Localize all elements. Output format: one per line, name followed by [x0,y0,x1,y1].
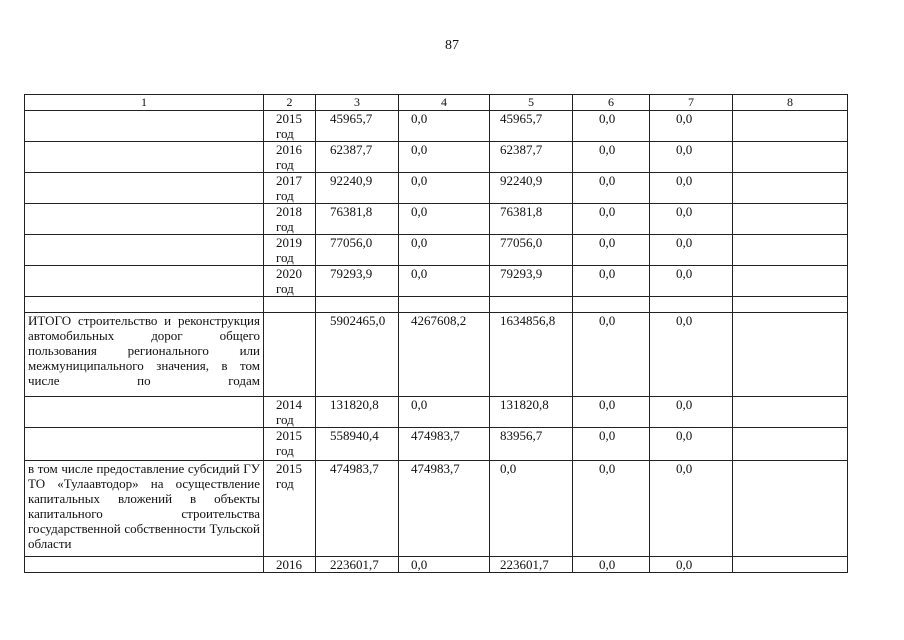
value-cell-col8 [733,204,848,235]
value-cell-col7: 0,0 [650,142,733,173]
column-header: 6 [573,95,650,111]
value-cell-col4 [399,297,490,313]
value-cell-col4: 0,0 [399,111,490,142]
table-row [25,397,848,428]
value-cell-col7 [650,297,733,313]
value-cell-col5 [490,297,573,313]
year-cell: 2014 год [264,397,316,428]
year-cell: 2015 год [264,461,316,557]
value-cell-col3: 558940,4 [316,428,399,461]
value-cell-col8 [733,235,848,266]
value-cell-col6: 0,0 [573,235,650,266]
value-cell-col8 [733,428,848,461]
value-cell-col5: 45965,7 [490,111,573,142]
value-cell-col4: 0,0 [399,557,490,573]
value-cell-col7: 0,0 [650,235,733,266]
year-cell: 2018 год [264,204,316,235]
value-cell-col8 [733,557,848,573]
year-cell: 2016 [264,557,316,573]
description-cell [25,428,264,461]
value-cell-col7: 0,0 [650,173,733,204]
table-row [25,557,848,573]
column-header: 7 [650,95,733,111]
column-header: 1 [25,95,264,111]
value-cell-col3: 5902465,0 [316,313,399,397]
value-cell-col4: 474983,7 [399,461,490,557]
value-cell-col6: 0,0 [573,111,650,142]
value-cell-col3: 131820,8 [316,397,399,428]
table-row [25,297,848,313]
value-cell-col8 [733,173,848,204]
description-cell [25,266,264,297]
value-cell-col3: 474983,7 [316,461,399,557]
value-cell-col3: 77056,0 [316,235,399,266]
value-cell-col5: 79293,9 [490,266,573,297]
table-row [25,173,848,204]
year-cell: 2015 год [264,428,316,461]
year-cell [264,313,316,397]
value-cell-col7: 0,0 [650,557,733,573]
value-cell-col5: 83956,7 [490,428,573,461]
value-cell-col5: 1634856,8 [490,313,573,397]
value-cell-col3: 76381,8 [316,204,399,235]
value-cell-col3: 45965,7 [316,111,399,142]
value-cell-col6 [573,297,650,313]
year-cell: 2015 год [264,111,316,142]
value-cell-col6: 0,0 [573,461,650,557]
year-cell: 2017 год [264,173,316,204]
description-cell [25,142,264,173]
value-cell-col6: 0,0 [573,266,650,297]
value-cell-col7: 0,0 [650,111,733,142]
table-row [25,428,848,461]
value-cell-col5: 131820,8 [490,397,573,428]
page-number: 87 [445,38,459,53]
value-cell-col5: 223601,7 [490,557,573,573]
value-cell-col5: 77056,0 [490,235,573,266]
value-cell-col8 [733,266,848,297]
value-cell-col4: 0,0 [399,142,490,173]
value-cell-col6: 0,0 [573,173,650,204]
year-cell [264,297,316,313]
value-cell-col4: 474983,7 [399,428,490,461]
description-cell: ИТОГО строительство и реконструкция автомобильных дорог общего пользования регионального или межмуниципального значения, в том числе по годам [25,313,264,397]
table-row [25,313,848,397]
description-cell: в том числе предоставление субсидий ГУ ТО «Тулаавтодор» на осуществление капитальных вложений в объекты капитального строительства государственной собственности Тульской области [25,461,264,557]
column-header: 2 [264,95,316,111]
value-cell-col8 [733,297,848,313]
value-cell-col6: 0,0 [573,557,650,573]
value-cell-col6: 0,0 [573,313,650,397]
value-cell-col8 [733,461,848,557]
year-cell: 2019 год [264,235,316,266]
value-cell-col4: 4267608,2 [399,313,490,397]
value-cell-col8 [733,142,848,173]
year-cell: 2016 год [264,142,316,173]
value-cell-col3: 92240,9 [316,173,399,204]
value-cell-col8 [733,397,848,428]
table-row [25,266,848,297]
value-cell-col7: 0,0 [650,428,733,461]
description-cell [25,557,264,573]
value-cell-col4: 0,0 [399,235,490,266]
value-cell-col7: 0,0 [650,313,733,397]
value-cell-col5: 0,0 [490,461,573,557]
value-cell-col6: 0,0 [573,142,650,173]
value-cell-col4: 0,0 [399,173,490,204]
value-cell-col5: 92240,9 [490,173,573,204]
value-cell-col6: 0,0 [573,428,650,461]
description-cell [25,397,264,428]
year-cell: 2020 год [264,266,316,297]
value-cell-col3: 223601,7 [316,557,399,573]
value-cell-col7: 0,0 [650,266,733,297]
description-cell [25,235,264,266]
table-row [25,461,848,557]
column-header: 4 [399,95,490,111]
table-row [25,111,848,142]
description-cell [25,204,264,235]
value-cell-col8 [733,111,848,142]
column-header: 5 [490,95,573,111]
value-cell-col3 [316,297,399,313]
value-cell-col5: 76381,8 [490,204,573,235]
data-table [24,94,848,573]
value-cell-col5: 62387,7 [490,142,573,173]
value-cell-col7: 0,0 [650,461,733,557]
value-cell-col7: 0,0 [650,397,733,428]
value-cell-col4: 0,0 [399,204,490,235]
value-cell-col6: 0,0 [573,204,650,235]
value-cell-col4: 0,0 [399,266,490,297]
value-cell-col8 [733,313,848,397]
table-row [25,235,848,266]
value-cell-col4: 0,0 [399,397,490,428]
value-cell-col3: 62387,7 [316,142,399,173]
description-cell [25,297,264,313]
table-row [25,204,848,235]
description-cell [25,173,264,204]
table-row [25,142,848,173]
description-cell [25,111,264,142]
column-header: 8 [733,95,848,111]
value-cell-col7: 0,0 [650,204,733,235]
value-cell-col3: 79293,9 [316,266,399,297]
header-row [25,95,848,111]
value-cell-col6: 0,0 [573,397,650,428]
column-header: 3 [316,95,399,111]
